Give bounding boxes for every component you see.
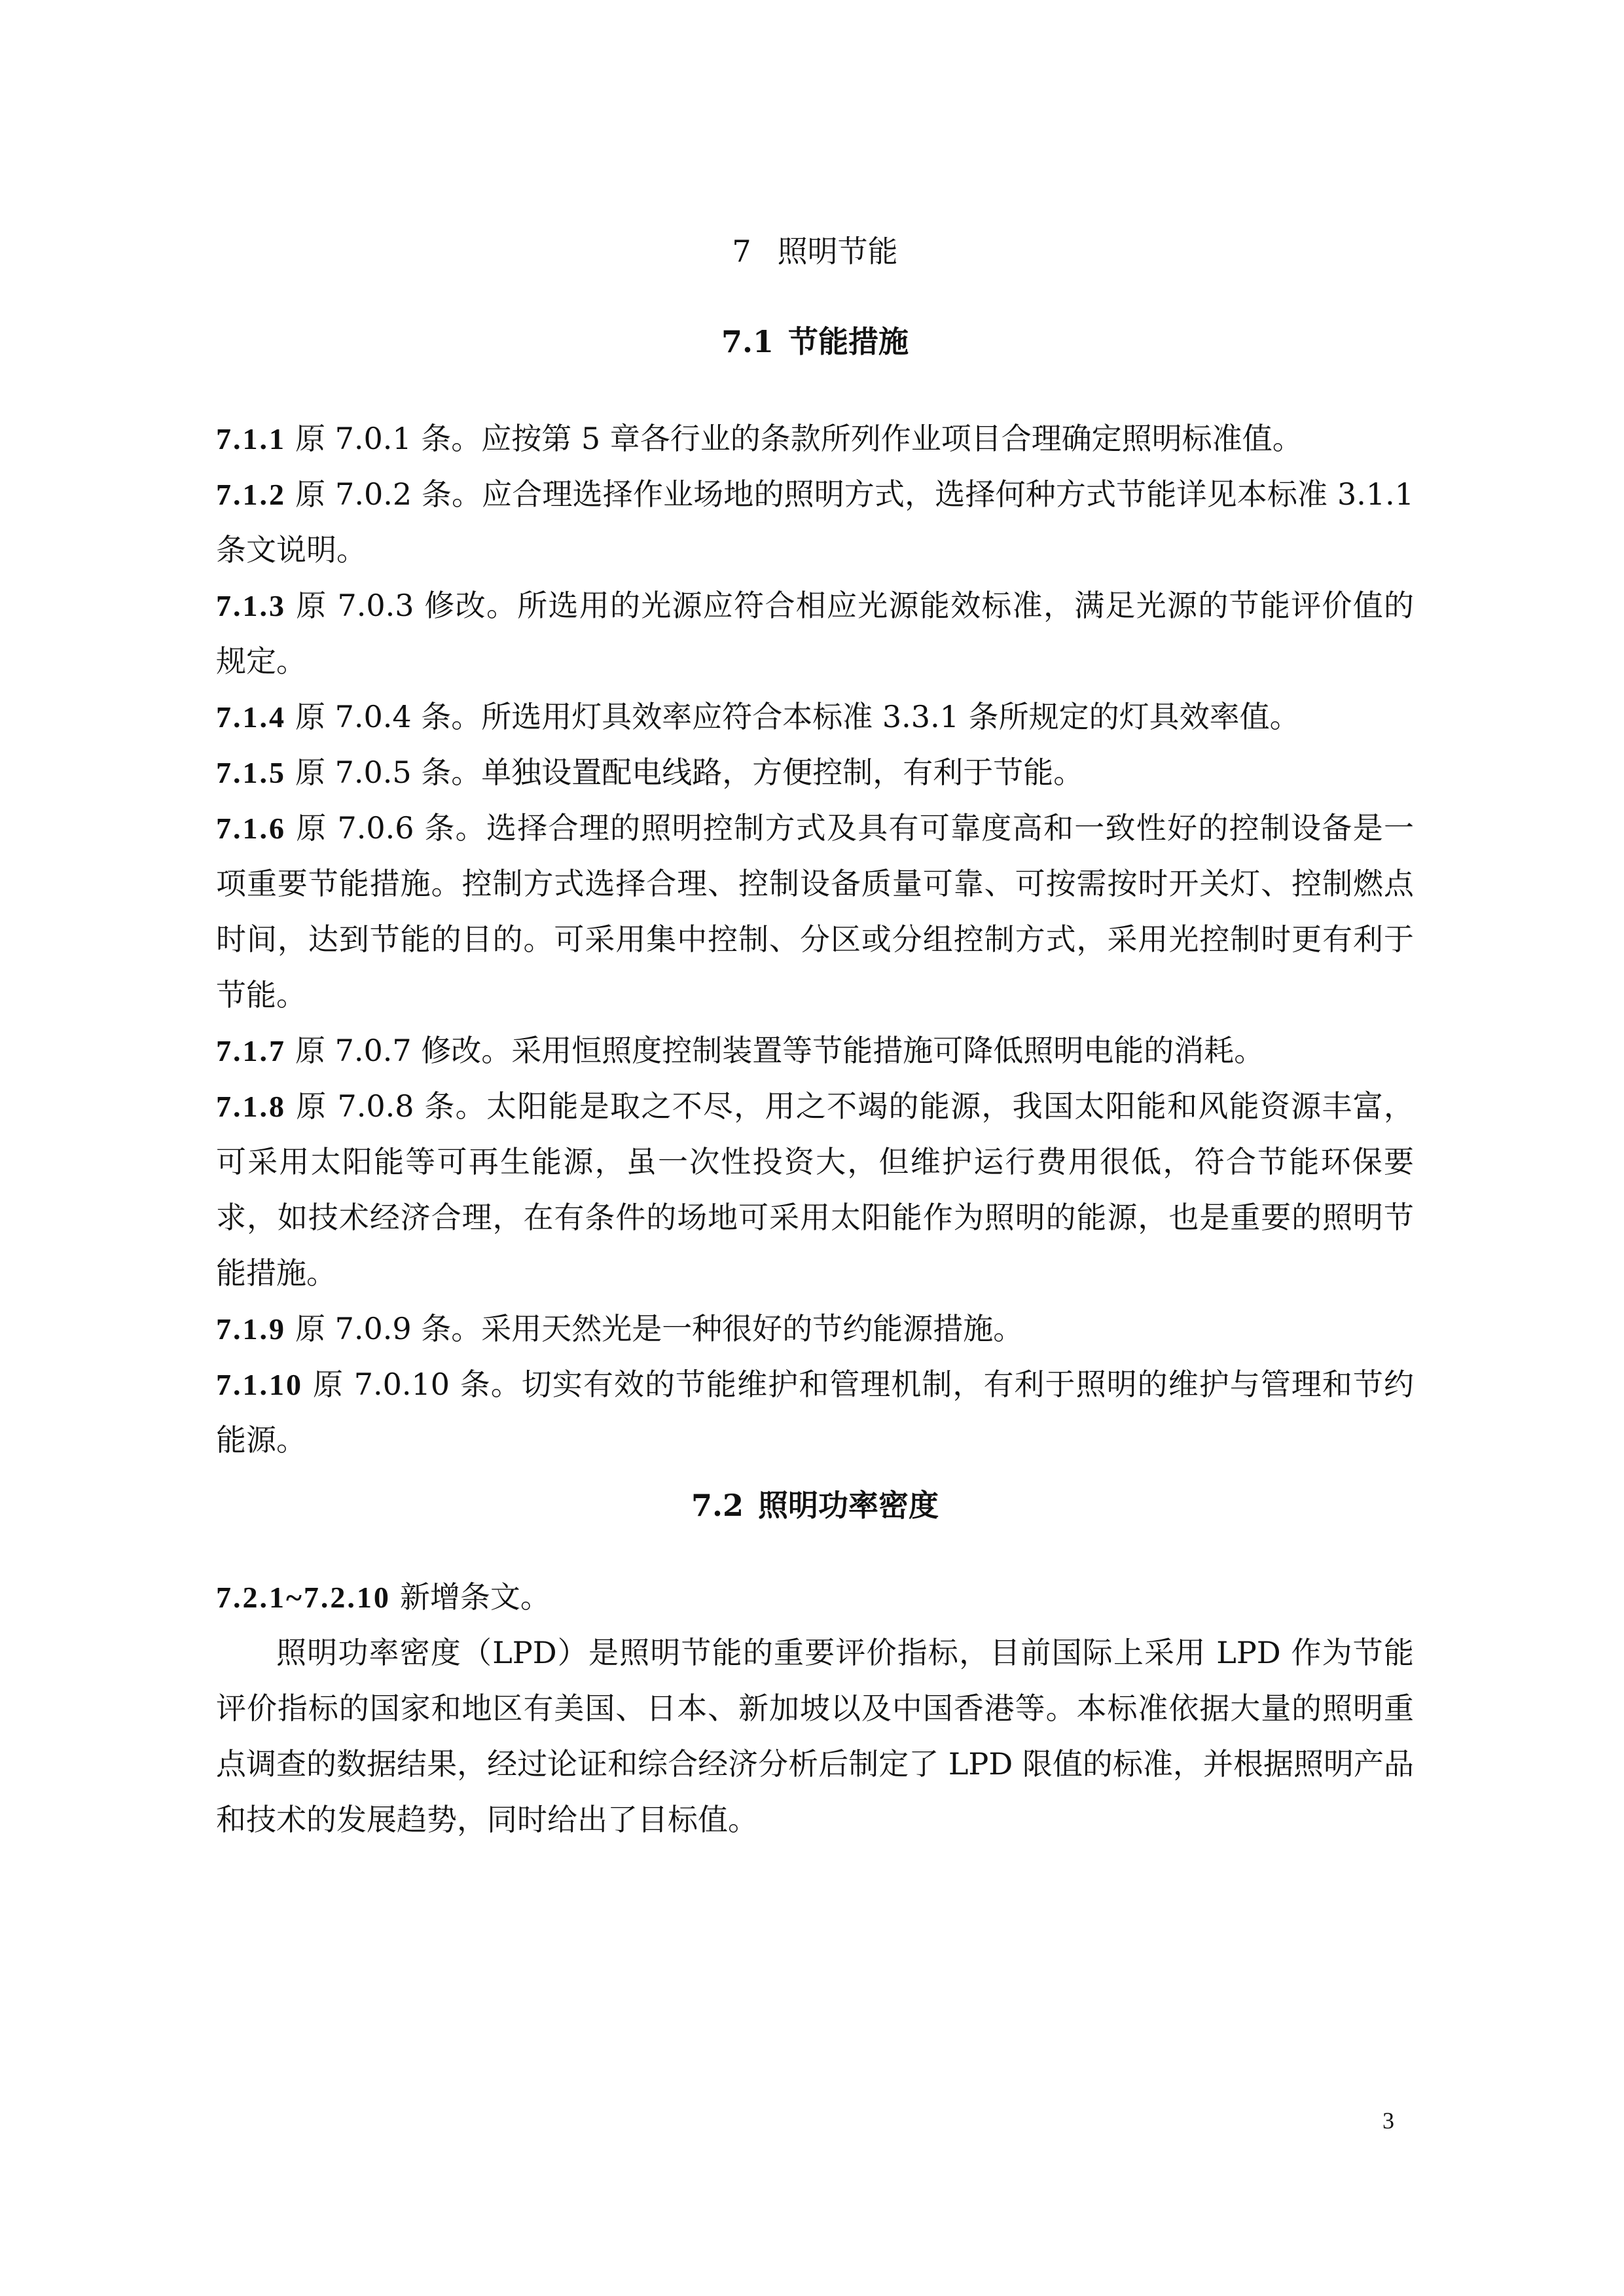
section-7-2-content xyxy=(216,1570,1414,1848)
section-7-2-title xyxy=(216,1484,1414,1526)
clause-7-1-2 xyxy=(216,467,1414,578)
section-title-text: 照明功率密度 xyxy=(758,1488,939,1523)
clause-number: 7.1.5 xyxy=(216,756,286,789)
section-number: 7.2 xyxy=(691,1488,744,1523)
clause-number: 7.1.8 xyxy=(216,1090,286,1123)
section-7-1-title xyxy=(216,321,1414,363)
clause-text: 原 7.0.7 修改。采用恒照度控制装置等节能措施可降低照明电能的消耗。 xyxy=(295,1033,1265,1068)
clause-number: 7.1.3 xyxy=(216,589,286,622)
clause-text: 原 7.0.1 条。应按第 5 章各行业的条款所列作业项目合理确定照明标准值。 xyxy=(295,421,1303,456)
clause-number: 7.1.10 xyxy=(216,1368,303,1401)
clause-text: 原 7.0.4 条。所选用灯具效率应符合本标准 3.3.1 条所规定的灯具效率值。 xyxy=(295,699,1300,734)
clause-text: 原 7.0.3 修改。所选用的光源应符合相应光源能效标准，满足光源的节能评价值的规定。 xyxy=(216,588,1414,679)
clause-text: 原 7.0.8 条。太阳能是取之不尽，用之不竭的能源，我国太阳能和风能资源丰富，可采用太阳能等可再生能源，虽一次性投资大，但维护运行费用很低，符合节能环保要求，如技术经济合理，在有条件的场地可采用太阳能作为照明的能源，也是重要的照明节能措施。 xyxy=(216,1088,1414,1291)
clause-number: 7.1.6 xyxy=(216,812,286,845)
clause-7-1-3 xyxy=(216,578,1414,689)
clause-number: 7.1.1 xyxy=(216,422,286,456)
section-number: 7.1 xyxy=(721,324,774,359)
clause-text: 原 7.0.5 条。单独设置配电线路，方便控制，有利于节能。 xyxy=(295,755,1084,790)
chapter-number: 7 xyxy=(732,234,751,269)
clause-text: 原 7.0.6 条。选择合理的照明控制方式及具有可靠度高和一致性好的控制设备是一项重要节能措施。控制方式选择合理、控制设备质量可靠、可按需按时开关灯、控制燃点时间，达到节能的目的。可采用集中控制、分区或分组控制方式，采用光控制时更有利于节能。 xyxy=(216,810,1414,1013)
clause-7-1-9 xyxy=(216,1301,1414,1357)
clause-text: 原 7.0.9 条。采用天然光是一种很好的节约能源措施。 xyxy=(295,1311,1024,1346)
section-7-1-clauses xyxy=(216,411,1414,1468)
clause-number: 7.1.7 xyxy=(216,1034,286,1067)
clause-7-2-1-to-7-2-10 xyxy=(216,1570,1414,1625)
clause-number: 7.1.4 xyxy=(216,700,286,734)
clause-number: 7.1.2 xyxy=(216,478,286,511)
clause-text: 原 7.0.2 条。应合理选择作业场地的照明方式，选择何种方式节能详见本标准 3.1.1 条文说明。 xyxy=(216,476,1414,567)
chapter-title-text: 照明节能 xyxy=(777,234,898,269)
lpd-explanation-paragraph: 照明功率密度（LPD）是照明节能的重要评价指标，目前国际上采用 LPD 作为节能评价指标的国家和地区有美国、日本、新加坡以及中国香港等。本标准依据大量的照明重点调查的数据结果，经过论证和综合经济分析后制定了 LPD 限值的标准，并根据照明产品和技术的发展趋势，同时给出了目标值。 xyxy=(216,1635,1414,1837)
clause-number: 7.1.9 xyxy=(216,1312,286,1346)
chapter-title xyxy=(216,230,1414,272)
clause-text: 新增条文。 xyxy=(399,1579,550,1615)
clause-7-1-8 xyxy=(216,1079,1414,1301)
clause-7-1-6 xyxy=(216,800,1414,1023)
clause-7-1-5 xyxy=(216,745,1414,800)
clause-7-1-7 xyxy=(216,1023,1414,1079)
page-number: 3 xyxy=(1382,2108,1394,2134)
clause-7-1-4 xyxy=(216,689,1414,745)
clause-7-1-10 xyxy=(216,1357,1414,1468)
section-title-text: 节能措施 xyxy=(788,324,909,359)
clause-number: 7.2.1~7.2.10 xyxy=(216,1581,391,1614)
clause-7-1-1 xyxy=(216,411,1414,467)
clause-text: 原 7.0.10 条。切实有效的节能维护和管理机制，有利于照明的维护与管理和节约能源。 xyxy=(216,1367,1414,1458)
